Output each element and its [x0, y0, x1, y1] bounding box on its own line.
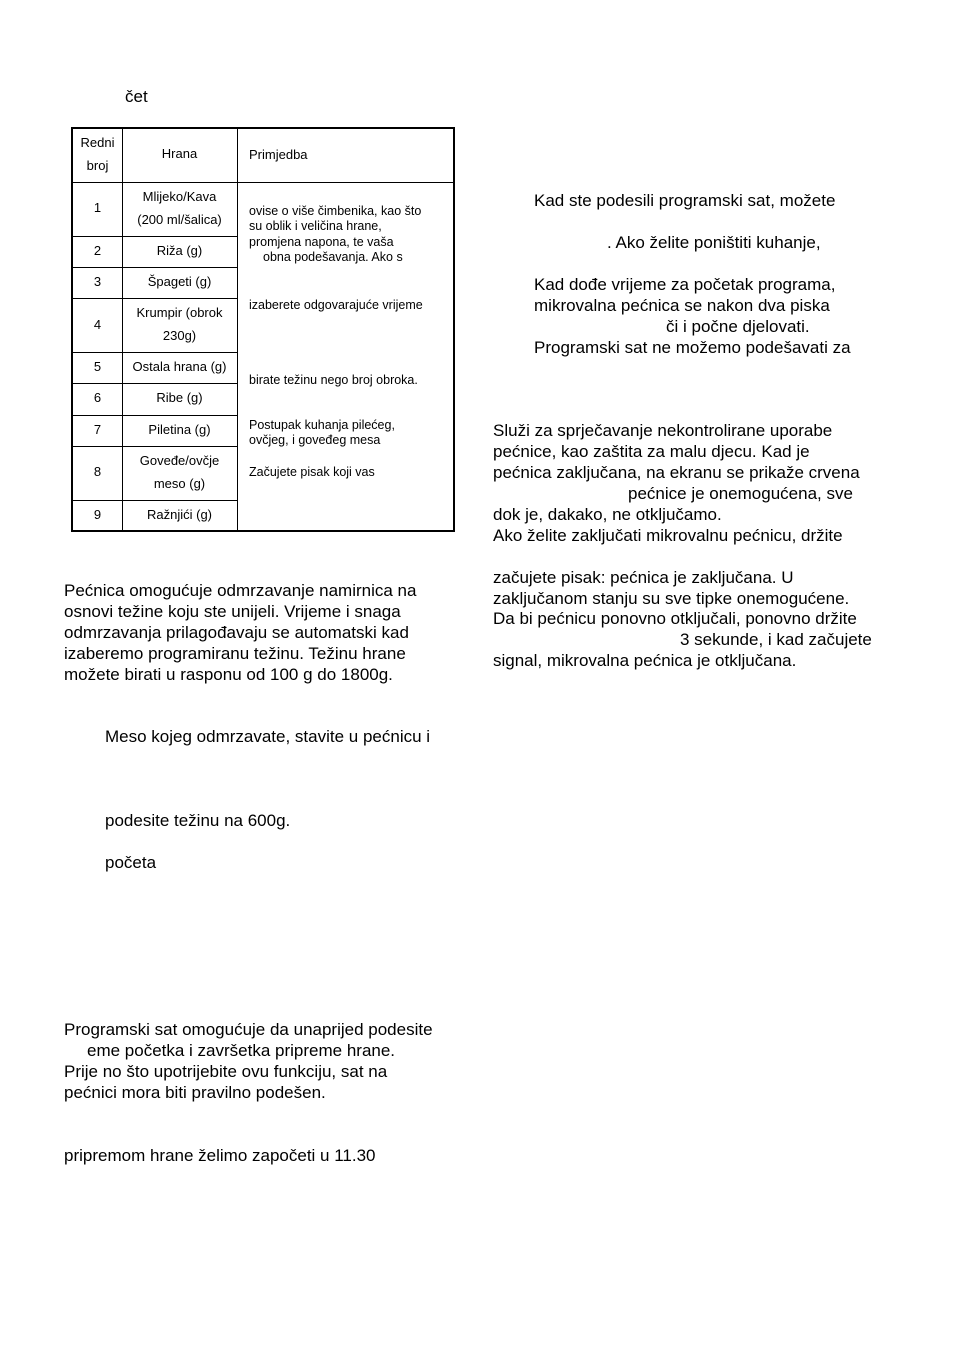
remark-text: ovise o više čimbenika, kao što	[249, 204, 422, 218]
remark-text: Postupak kuhanja pilećeg,	[249, 418, 395, 432]
table-row-line	[73, 500, 238, 501]
row-number: 2	[93, 243, 102, 258]
row-food: Ostala hrana (g)	[132, 359, 227, 374]
lock-line: zaključanom stanju su sve tipke onemogućene.	[493, 589, 850, 608]
right-timer-line: . Ako želite poništiti kuhanje,	[607, 233, 821, 252]
remark-text: ovčjeg, i goveđeg mesa	[249, 433, 381, 447]
row-food-line: meso (g)	[153, 476, 206, 491]
lock-line: 3 sekunde, i kad začujete	[680, 630, 872, 649]
timer-example: pripremom hrane želimo započeti u 11.30	[64, 1146, 376, 1165]
row-number: 3	[93, 274, 102, 289]
row-food	[122, 185, 237, 231]
row-number: 8	[93, 464, 102, 479]
right-timer-line: mikrovalna pećnica se nakon dva piska	[534, 296, 830, 315]
lock-line: Ako želite zaključati mikrovalnu pećnicu, držite	[493, 526, 843, 545]
right-timer-line: Kad ste podesili programski sat, možete	[534, 191, 836, 210]
lock-line: Služi za sprječavanje nekontrolirane uporabe	[493, 421, 833, 440]
paragraph-line: Programski sat omogućuje da unaprijed podesite	[64, 1020, 433, 1039]
lock-line: Da bi pećnicu ponovno otključali, ponovno držite	[493, 609, 857, 628]
row-food-line: (200 ml/šalica)	[137, 212, 222, 227]
table-row-line	[73, 446, 238, 447]
header-number-line2: broj	[86, 158, 109, 173]
row-number: 1	[93, 200, 102, 215]
row-food-line: Krumpir (obrok	[136, 305, 223, 320]
remark-text: Začujete pisak koji vas	[249, 465, 375, 479]
header-fragment: čet	[125, 87, 148, 106]
table-row-line	[73, 383, 238, 384]
row-number: 7	[93, 422, 102, 437]
paragraph-line: izaberemo programiranu težinu. Težinu hrane	[64, 644, 406, 663]
remark-text: izaberete odgovarajuće vrijeme	[249, 298, 423, 312]
table-header-remark: Primjedba	[249, 147, 308, 162]
paragraph-line: odmrzavanja prilagođavaju se automatski kad	[64, 623, 409, 642]
lock-line: pećnice je onemogućena, sve	[628, 484, 853, 503]
row-number: 4	[93, 317, 102, 332]
row-food-line: 230g)	[162, 328, 197, 343]
table-row-line	[73, 352, 238, 353]
header-number-line1: Redni	[80, 135, 115, 150]
remark-text: birate težinu nego broj obroka.	[249, 373, 418, 387]
table-row-line	[73, 415, 238, 416]
right-timer-line: Kad dođe vrijeme za početak programa,	[534, 275, 836, 294]
row-number: 5	[93, 359, 102, 374]
table-header-number	[73, 131, 122, 177]
table-row-line	[73, 236, 238, 237]
paragraph-line: Pećnica omogućuje odmrzavanje namirnica na	[64, 581, 417, 600]
defrost-step-2: podesite težinu na 600g.	[105, 811, 291, 830]
row-number: 6	[93, 390, 102, 405]
row-food-line: Goveđe/ovčje	[139, 453, 220, 468]
row-food: Špageti (g)	[147, 274, 212, 289]
paragraph-line: eme početka i završetka pripreme hrane.	[87, 1041, 396, 1060]
paragraph-line: Prije no što upotrijebite ovu funkciju, sat na	[64, 1062, 388, 1081]
row-food: Ražnjići (g)	[146, 507, 212, 522]
row-food: Ribe (g)	[156, 390, 203, 405]
defrost-paragraph	[64, 580, 416, 685]
row-food	[122, 301, 237, 347]
row-food-line: Mlijeko/Kava	[142, 189, 217, 204]
lock-line: signal, mikrovalna pećnica je otključana.	[493, 651, 797, 670]
table-row-line	[73, 267, 238, 268]
row-number: 9	[93, 507, 102, 522]
table-header-food: Hrana	[161, 146, 198, 161]
table-row-line	[73, 298, 238, 299]
lock-line: dok je, dakako, ne otključamo.	[493, 505, 722, 524]
defrost-step-1: Meso kojeg odmrzavate, stavite u pećnicu i	[105, 727, 431, 746]
row-food: Piletina (g)	[148, 422, 211, 437]
row-food	[122, 449, 237, 495]
table-row-line	[73, 182, 453, 183]
lock-line: začujete pisak: pećnica je zaključana. U	[493, 568, 794, 587]
remark-text: obna podešavanja. Ako s	[263, 250, 403, 264]
right-timer-line: Programski sat ne možemo podešavati za	[534, 338, 851, 357]
table-col-line	[237, 129, 238, 530]
remark-text: su oblik i veličina hrane,	[249, 219, 382, 233]
lock-line: pećnica zaključana, na ekranu se prikaže crvena	[493, 463, 860, 482]
paragraph-line: pećnici mora biti pravilno podešen.	[64, 1083, 326, 1102]
defrost-step-3: početa	[105, 853, 157, 872]
right-timer-line: či i počne djelovati.	[666, 317, 810, 336]
lock-line: pećnice, kao zaštita za malu djecu. Kad je	[493, 442, 810, 461]
paragraph-line: možete birati u rasponu od 100 g do 1800g.	[64, 665, 393, 684]
timer-paragraph	[64, 1019, 433, 1103]
remark-text: promjena napona, te vaša	[249, 235, 394, 249]
paragraph-line: osnovi težine koju ste unijeli. Vrijeme i snaga	[64, 602, 401, 621]
row-food: Riža (g)	[156, 243, 203, 258]
